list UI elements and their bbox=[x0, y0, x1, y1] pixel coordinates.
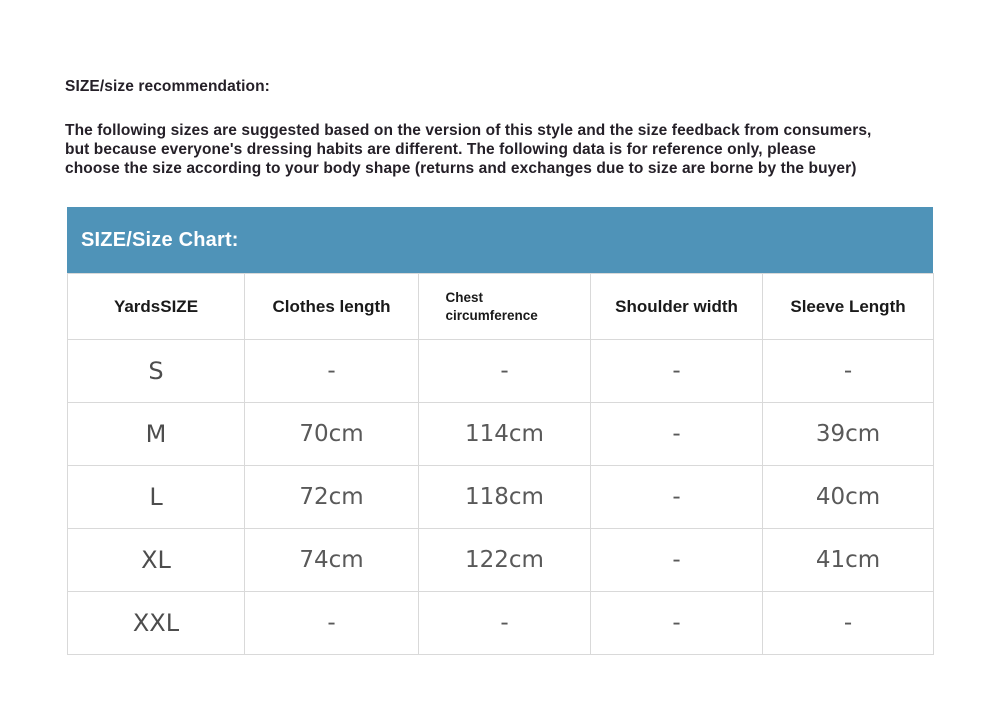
column-header-shoulder-width: Shoulder width bbox=[591, 274, 763, 340]
chest-cell: 114cm bbox=[419, 403, 591, 466]
size-cell: XL bbox=[68, 529, 245, 592]
header-row bbox=[68, 274, 934, 340]
clothes-length-cell: - bbox=[245, 340, 419, 403]
clothes-length-cell: 72cm bbox=[245, 466, 419, 529]
shoulder-cell: - bbox=[591, 592, 763, 655]
table-row-xl bbox=[68, 529, 934, 592]
paragraph-line-1: The following sizes are suggested based on the version of this style and the size feedback from consumers, bbox=[65, 122, 872, 139]
sleeve-cell: 41cm bbox=[763, 529, 934, 592]
chest-cell: 122cm bbox=[419, 529, 591, 592]
clothes-length-cell: - bbox=[245, 592, 419, 655]
size-table-body bbox=[68, 340, 934, 655]
paragraph-line-3: choose the size according to your body shape (returns and exchanges due to size are borne by the buyer) bbox=[65, 160, 857, 178]
column-header-yards-size: YardsSIZE bbox=[68, 274, 245, 340]
size-chart-section bbox=[67, 207, 933, 655]
table-row-xxl bbox=[68, 592, 934, 655]
size-chart-title-bar bbox=[67, 207, 933, 273]
paragraph-line-2: but because everyone's dressing habits are different. The following data is for reference only, please bbox=[65, 141, 816, 159]
sleeve-cell: - bbox=[763, 340, 934, 403]
size-cell: S bbox=[68, 340, 245, 403]
table-row-s bbox=[68, 340, 934, 403]
chest-circumference-label: Chest circumference bbox=[445, 289, 538, 323]
sleeve-cell: 40cm bbox=[763, 466, 934, 529]
shoulder-cell: - bbox=[591, 466, 763, 529]
column-header-sleeve-length: Sleeve Length bbox=[763, 274, 934, 340]
table-row-l bbox=[68, 466, 934, 529]
sleeve-cell: 39cm bbox=[763, 403, 934, 466]
size-table-header bbox=[68, 274, 934, 340]
shoulder-cell: - bbox=[591, 529, 763, 592]
size-cell: L bbox=[68, 466, 245, 529]
clothes-length-cell: 74cm bbox=[245, 529, 419, 592]
shoulder-cell: - bbox=[591, 340, 763, 403]
size-recommendation-heading: SIZE/size recommendation: bbox=[65, 78, 270, 95]
chest-cell: - bbox=[419, 592, 591, 655]
clothes-length-cell: 70cm bbox=[245, 403, 419, 466]
sleeve-cell: - bbox=[763, 592, 934, 655]
size-cell: M bbox=[68, 403, 245, 466]
column-header-chest-circumference bbox=[419, 274, 591, 340]
size-table bbox=[67, 273, 934, 655]
chest-cell: - bbox=[419, 340, 591, 403]
shoulder-cell: - bbox=[591, 403, 763, 466]
chest-cell: 118cm bbox=[419, 466, 591, 529]
size-recommendation-paragraph bbox=[65, 121, 871, 179]
column-header-clothes-length: Clothes length bbox=[245, 274, 419, 340]
size-chart-title: SIZE/Size Chart: bbox=[81, 228, 239, 251]
table-row-m bbox=[68, 403, 934, 466]
size-cell: XXL bbox=[68, 592, 245, 655]
